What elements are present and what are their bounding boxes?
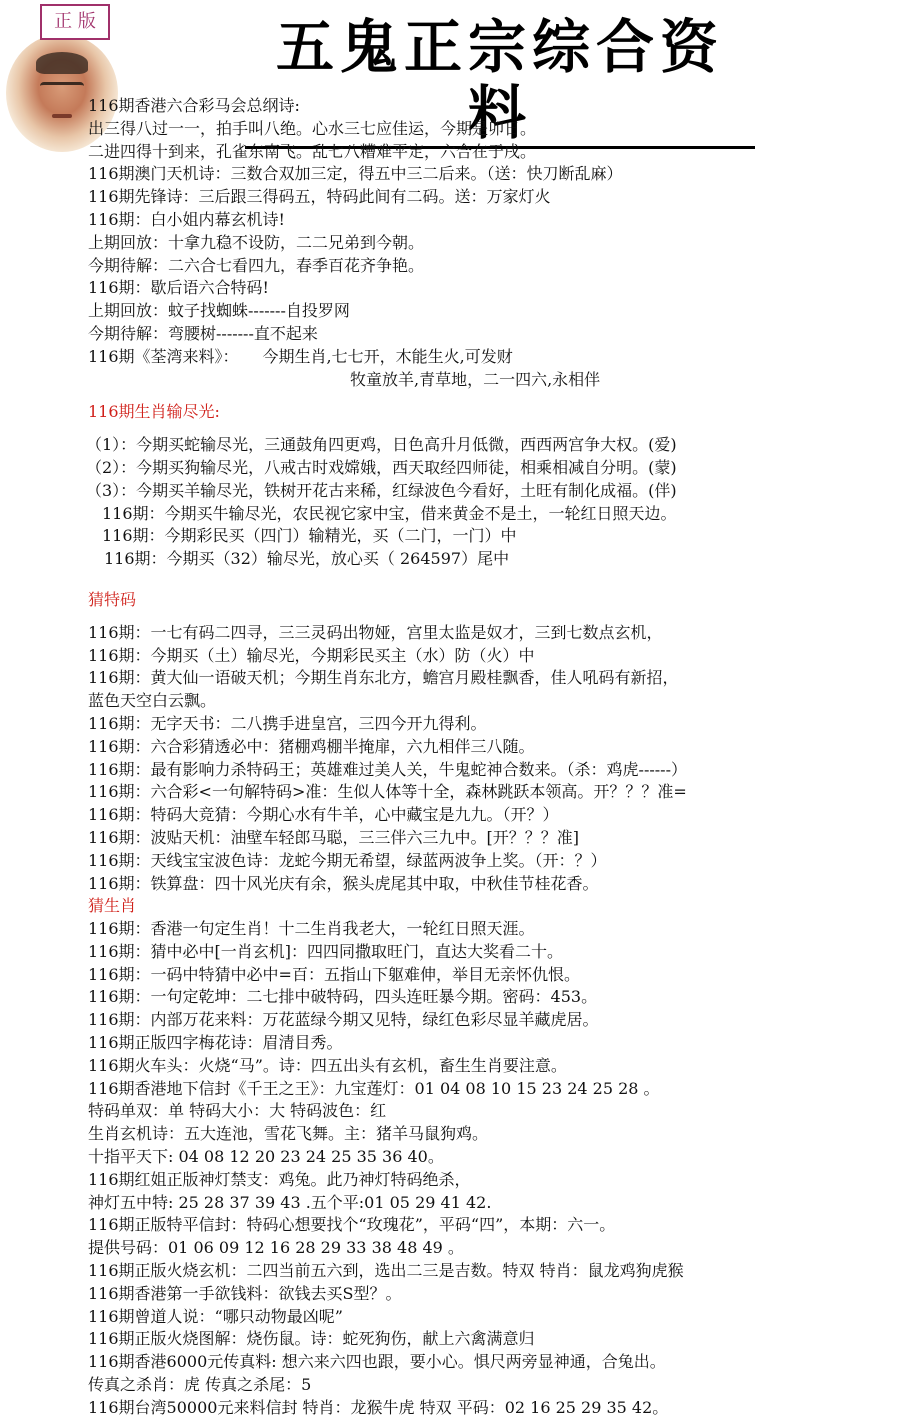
text-line: 116期正版四字梅花诗：眉清目秀。 <box>88 1033 343 1053</box>
text-line: 116期：今期买（32）输尽光，放心买（ 264597）尾中 <box>104 549 510 569</box>
portrait-hair <box>36 52 88 74</box>
poem-line: 牧童放羊,青草地，二一四六,永相伴 <box>350 369 601 389</box>
text-line: 出三得八过一一，拍手叫八绝。心水三七应佳运，今期是卯日。 <box>88 118 537 138</box>
text-line: 蓝色天空白云飘。 <box>88 691 217 711</box>
guess-code-block <box>88 622 898 896</box>
text-line: 提供号码：01 06 09 12 16 28 29 33 38 48 49 。 <box>88 1238 464 1258</box>
text-line: 二进四得十到来，孔雀东南飞。乱七八糟难平定，六合在于戌。 <box>88 141 537 161</box>
text-line: 今期待解：弯腰树-------直不起来 <box>88 323 318 343</box>
text-line: 116期：猜中必中[一肖玄机]：四四同撒取旺门，直达大奖看二十。 <box>88 941 564 961</box>
text-line: 十指平天下: 04 08 12 20 23 24 25 35 36 40。 <box>88 1147 444 1167</box>
text-line: 116期：一七有码二四寻，三三灵码出物娅，宫里太监是奴才，三到七数点玄机， <box>88 622 663 642</box>
guess-zodiac-block <box>88 918 898 1420</box>
text-line: 116期：六合彩猜透必中：猪棚鸡棚半掩扉，六九相伴三八随。 <box>88 736 535 756</box>
intro-block <box>88 95 898 391</box>
text-line: 116期：香港一句定生肖！十二生肖我老大，一轮红日照天涯。 <box>88 919 535 939</box>
text-line: 116期：今期彩民买（四门）输精光，买（二门，一门）中 <box>102 526 517 546</box>
text-line: 116期曾道人说：“哪只动物最凶呢” <box>88 1306 343 1326</box>
text-line: （1）：今期买蛇输尽光，三通鼓角四更鸡，日色高升月低微，西西两宫争大权。(爱) <box>86 435 677 455</box>
text-line: 传真之杀肖：虎 传真之杀尾：5 <box>88 1375 312 1395</box>
text-line: 116期：歇后语六合特码! <box>88 278 269 298</box>
text-line: 116期先锋诗：三后跟三得码五，特码此间有二码。送：万家灯火 <box>88 187 551 207</box>
text-line: 神灯五中特: 25 28 37 39 43 .五个平:01 05 29 41 42. <box>88 1192 492 1212</box>
text-line: 116期正版火烧玄机：二四当前五六到，选出二三是吉数。特双 特肖：鼠龙鸡狗虎猴 <box>88 1261 684 1281</box>
section-heading-guess-zodiac: 猜生肖 <box>88 896 137 916</box>
text-line: 116期：波贴天机：油壁车轻郎马聪，三三伴六三九中。[开？？？准] <box>88 827 580 847</box>
text-line: 116期：黄大仙一语破天机；今期生肖东北方，蟾宫月殿桂飘香，佳人吼码有新招， <box>88 668 679 688</box>
text-line: （3）：今期买羊输尽光，铁树开花古来稀，红绿波色今看好，土旺有制化成福。(伴) <box>86 480 677 500</box>
text-line: 116期香港六合彩马会总纲诗: <box>88 96 300 115</box>
text-line: 116期：今期买（土）输尽光，今期彩民买主（水）防（火）中 <box>88 645 535 665</box>
text-line: 116期：天线宝宝波色诗：龙蛇今期无希望，绿蓝两波争上奖。（开：？） <box>88 850 607 870</box>
portrait-mouth <box>52 114 72 118</box>
section-heading-lose: 116期生肖输尽光: <box>88 402 220 422</box>
text-line: 116期《荃湾来料》： 今期生肖,七七开，木能生火,可发财 <box>88 346 513 366</box>
text-line: 116期澳门天机诗：三数合双加三定，得五中三二后来。（送：快刀断乱麻） <box>88 164 623 184</box>
text-line: 116期：特码大竞猜：今期心水有牛羊，心中藏宝是九九。（开？） <box>88 805 559 825</box>
text-line: 116期：铁算盘：四十风光庆有余，猴头虎尾其中取，中秋佳节桂花香。 <box>88 873 599 893</box>
page-title: 五鬼正宗综合资料 <box>245 14 755 149</box>
text-line: 116期：白小姐内幕玄机诗! <box>88 209 285 229</box>
text-line: 116期香港第一手欲钱料：欲钱去买S型？。 <box>88 1283 402 1303</box>
text-line: 今期待解：二六合七看四九，春季百花齐争艳。 <box>88 255 425 275</box>
text-line: 116期正版特平信封：特码心想要找个“玫瑰花”，平码“四”，本期：六一。 <box>88 1215 616 1235</box>
text-line: 上期回放：蚊子找蜘蛛-------自投罗网 <box>88 301 350 321</box>
text-line: 生肖玄机诗：五大连池，雪花飞舞。主：猪羊马鼠狗鸡。 <box>88 1124 489 1144</box>
lose-block <box>86 434 898 571</box>
text-line: 116期：内部万花来料：万花蓝绿今期又见特，绿红色彩尽显羊藏虎居。 <box>88 1010 599 1030</box>
text-line: 特码单双：单 特码大小：大 特码波色：红 <box>88 1101 387 1121</box>
text-line: 116期：一句定乾坤：二七排中破特码，四头连旺暴今期。密码：453。 <box>88 987 598 1007</box>
text-line: 116期正版火烧图解：烧伤鼠。诗：蛇死狗伤，献上六禽满意归 <box>88 1329 535 1349</box>
text-line: （2）：今期买狗输尽光，八戒古时戏嫦娥，西天取经四师徒，相乘相减自分明。(蒙) <box>86 457 677 477</box>
content-body <box>88 95 898 1420</box>
text-line: 116期火车头：火烧“马”。诗：四五出头有玄机，畜生生肖要注意。 <box>88 1055 567 1075</box>
text-line: 116期香港6000元传真料: 想六来六四也跟，要小心。惧尺两旁显神通，合兔出。 <box>88 1352 666 1372</box>
text-line: 116期：最有影响力杀特码王；英雄难过美人关，牛鬼蛇神合数来。（杀：鸡虎------） <box>88 759 687 779</box>
section-heading-guess-code: 猜特码 <box>88 589 137 609</box>
text-line: 116期：六合彩<一句解特码>准：生似人体等十全，森林跳跃本领高。开？？？准= <box>88 782 687 802</box>
portrait-glasses <box>40 82 84 95</box>
text-line: 116期：今期买牛输尽光，农民视它家中宝，借来黄金不是土，一轮红日照天边。 <box>102 503 677 523</box>
text-line: 116期：无字天书：二八携手进皇宫，三四今开九得利。 <box>88 713 487 733</box>
text-line: 116期红姐正版神灯禁支：鸡兔。此乃神灯特码绝杀， <box>88 1169 471 1189</box>
text-line: 116期台湾50000元来料信封 特肖：龙猴牛虎 特双 平码：02 16 25 29 35 42。 <box>88 1397 669 1417</box>
text-line: 上期回放：十拿九稳不设防，二二兄弟到今朝。 <box>88 232 425 252</box>
text-line: 116期：一码中特猜中必中=百：五指山下躯难伸，举目无亲怀仇恨。 <box>88 964 580 984</box>
genuine-stamp: 正 版 <box>40 4 110 40</box>
text-line: 116期香港地下信封《千王之王》：九宝莲灯：01 04 08 10 15 23 24 25 28 。 <box>88 1078 660 1098</box>
